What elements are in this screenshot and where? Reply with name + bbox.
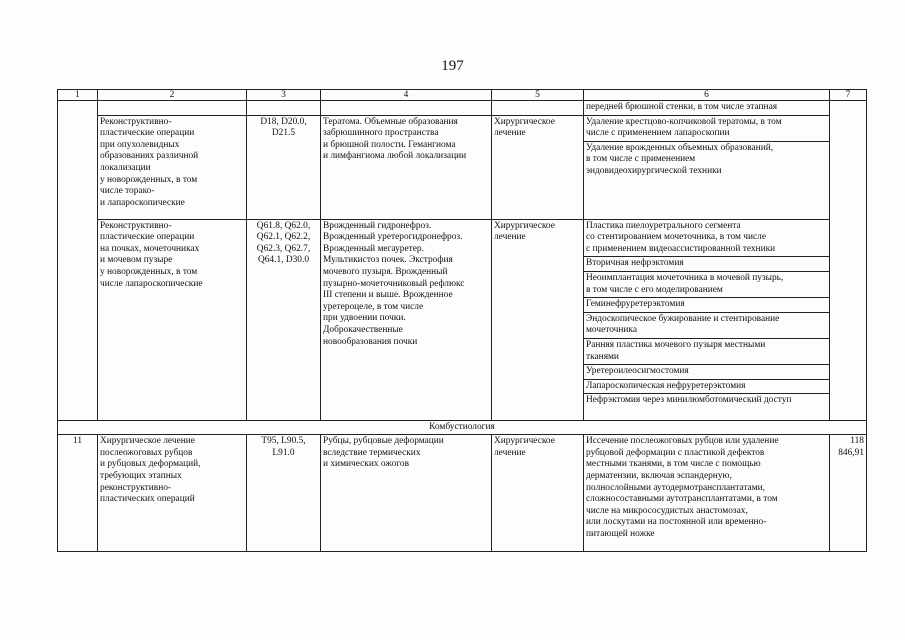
method-item: Удаление врожденных объемных образований, в том числе с применением эндовидеохирургической техники bbox=[586, 142, 774, 176]
method-item: Удаление крестцово-копчиковой тератомы, в том числе с применением лапароскопии bbox=[584, 116, 829, 142]
method-item: Вторичная нефрэктомия bbox=[584, 257, 829, 272]
diagnosis-cell: Рубцы, рубцовые деформации вследствие термических и химических ожогов bbox=[321, 435, 492, 552]
method-cell: передней брюшной стенки, в том числе этапная bbox=[584, 101, 830, 116]
header-col-7: 7 bbox=[830, 90, 867, 101]
method-item: Нефрэктомия через минилюмботомический доступ bbox=[586, 395, 792, 406]
header-col-1: 1 bbox=[58, 90, 98, 101]
cell-empty bbox=[321, 101, 492, 116]
method-item: Ранняя пластика мочевого пузыря местными тканями bbox=[584, 339, 829, 365]
table-row bbox=[58, 435, 867, 552]
medical-services-table bbox=[57, 89, 867, 552]
cell-num bbox=[58, 101, 98, 421]
cell-empty bbox=[247, 101, 321, 116]
method-item: Лапароскопическая нефруретерэктомия bbox=[584, 380, 829, 395]
cell-empty bbox=[98, 101, 247, 116]
cell-empty bbox=[492, 101, 584, 116]
service-name-cell: Реконструктивно- пластические операции на почках, мочеточниках и мочевом пузыре у новорожденных, в том числе лапароскопические bbox=[98, 219, 247, 420]
method-item: Пластика пиелоуретрального сегмента со стентированием мочеточника, в том числе с применением видеоассистированной техники bbox=[584, 220, 829, 258]
header-col-5: 5 bbox=[492, 90, 584, 101]
treatment-type-cell: Хирургическое лечение bbox=[492, 115, 584, 219]
icd-codes-cell: Q61.8, Q62.0, Q62.1, Q62.2, Q62.3, Q62.7, Q64.1, D30.0 bbox=[247, 219, 321, 420]
header-col-2: 2 bbox=[98, 90, 247, 101]
page-number: 197 bbox=[441, 58, 464, 74]
service-name-cell: Реконструктивно- пластические операции при опухолевидных образованиях различной локализации у новорожденных, в том числе торако- и лапароскопические bbox=[98, 115, 247, 219]
treatment-type-cell: Хирургическое лечение bbox=[492, 219, 584, 420]
table-row bbox=[58, 115, 867, 219]
method-item: Неоимплантация мочеточника в мочевой пузырь, в том числе с его моделированием bbox=[584, 272, 829, 298]
diagnosis-cell: Врожденный гидронефроз. Врожденный уретерогидронефроз. Врожденный мегауретер. Мультикистоз почек. Экстрофия мочевого пузыря. Врожденный пузырно-мочеточниковый рефлюкс III степени и выше. Врожденное уретероцеле, в том числе при удвоении почки. Доброкачественные новообразования почки bbox=[321, 219, 492, 420]
section-title: Комбустиология bbox=[58, 420, 867, 435]
header-col-3: 3 bbox=[247, 90, 321, 101]
method-item: Геминефруретерэктомия bbox=[584, 298, 829, 313]
method-item: Уретероилеосигмостомия bbox=[584, 365, 829, 380]
cost-cell: 118 846,91 bbox=[830, 435, 867, 552]
header-row bbox=[58, 90, 867, 101]
method-list-cell bbox=[584, 219, 830, 420]
cell-cost bbox=[830, 101, 867, 421]
service-name-cell: Хирургическое лечение послеожоговых рубцов и рубцовых деформаций, требующих этапных реконструктивно- пластических операций bbox=[98, 435, 247, 552]
icd-codes-cell: D18, D20.0, D21.5 bbox=[247, 115, 321, 219]
treatment-type-cell: Хирургическое лечение bbox=[492, 435, 584, 552]
table-row bbox=[58, 101, 867, 116]
header-col-4: 4 bbox=[321, 90, 492, 101]
section-row bbox=[58, 420, 867, 435]
method-list-cell bbox=[584, 115, 830, 219]
method-item: Эндоскопическое бужирование и стентирование мочеточника bbox=[584, 313, 829, 339]
diagnosis-cell: Тератома. Объемные образования забрюшинного пространства и брюшной полости. Гемангиома и лимфангиома любой локализации bbox=[321, 115, 492, 219]
icd-codes-cell: T95, L90.5, L91.0 bbox=[247, 435, 321, 552]
method-cell: Иссечение послеожоговых рубцов или удаление рубцовой деформации с пластикой дефектов местными тканями, в том числе с помощью дерматензии, включая эспандерную, полнослойными аутодермотрансплантатами, сложносоставными аутотрансплантатами, в том числе на микрососудистых анастомозах, или лоскутами на постоянной или временно- питающей ножке bbox=[584, 435, 830, 552]
header-col-6: 6 bbox=[584, 90, 830, 101]
table-row bbox=[58, 219, 867, 420]
row-number-cell: 11 bbox=[58, 435, 98, 552]
